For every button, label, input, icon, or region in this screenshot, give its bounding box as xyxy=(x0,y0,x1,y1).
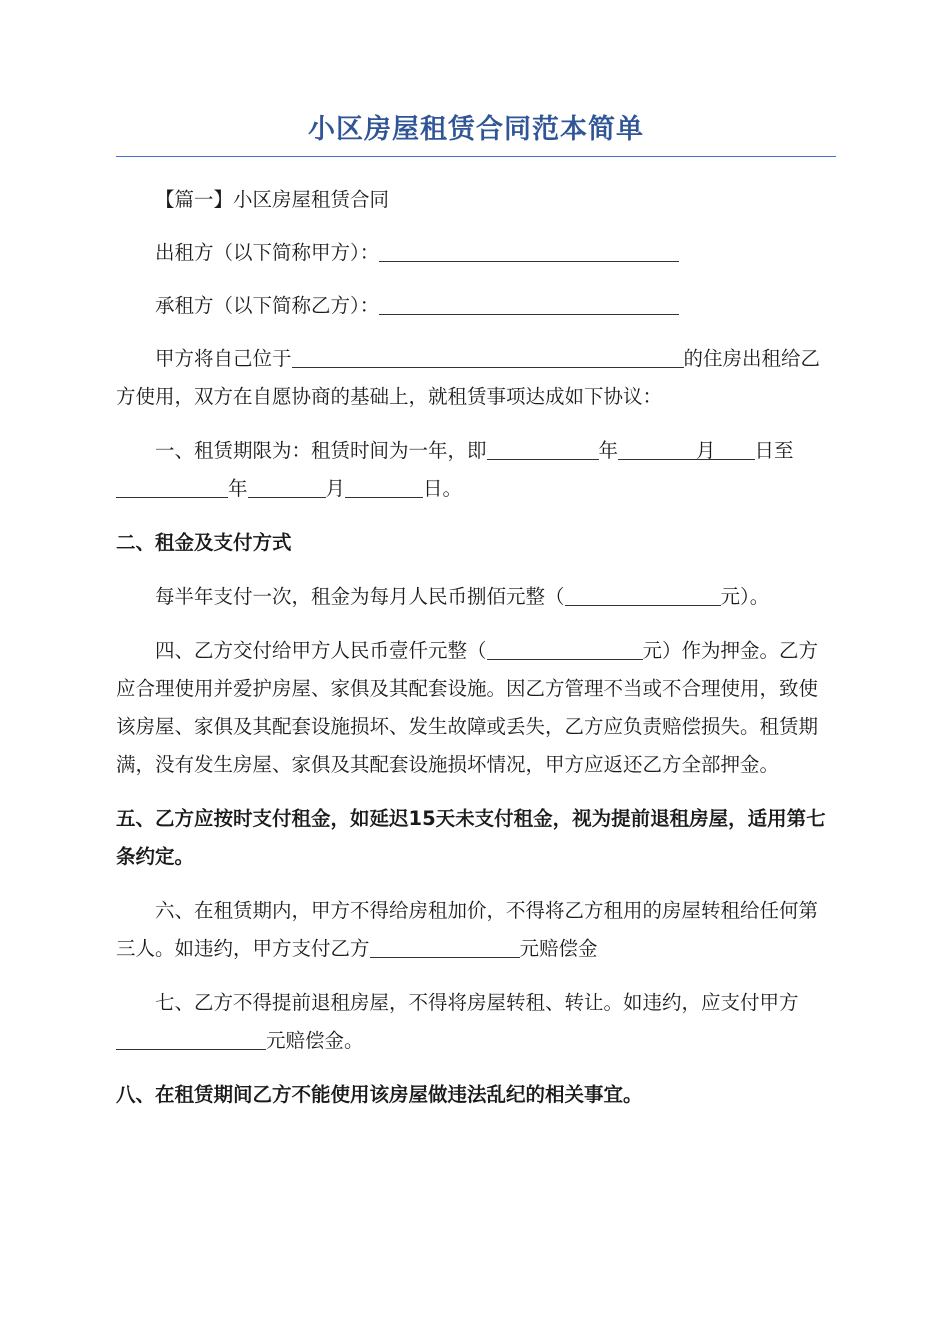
end-year-label: 年 xyxy=(228,477,248,500)
lessee-blank xyxy=(379,294,679,315)
rent-paragraph xyxy=(116,578,836,616)
clause-six-text-a: 六、在租赁期内，甲方不得给房租加价，不得将乙方租用的房屋转租给任何第三人。如违约，甲方支付乙方 xyxy=(116,899,819,960)
term-text: 一、租赁期限为：租赁时间为一年，即 xyxy=(155,439,487,462)
lessor-line xyxy=(116,234,836,272)
rent-text-a: 每半年支付一次，租金为每月人民币捌佰元整（ xyxy=(155,585,565,608)
rent-text-b: 元）。 xyxy=(720,585,770,608)
intro-text-a: 甲方将自己位于 xyxy=(155,347,292,370)
document-page xyxy=(116,110,836,1114)
end-month-blank xyxy=(248,477,326,498)
start-day-blank xyxy=(677,439,755,460)
lessor-blank xyxy=(379,241,679,262)
end-year-blank xyxy=(116,477,228,498)
deposit-paragraph xyxy=(116,632,836,784)
section-heading-8: 八、在租赁期间乙方不能使用该房屋做违法乱纪的相关事宜。 xyxy=(116,1083,643,1106)
term-paragraph xyxy=(116,432,836,508)
clause-seven-paragraph xyxy=(116,984,836,1060)
rent-amount-blank xyxy=(565,585,721,606)
section-heading-5: 五、乙方应按时支付租金，如延迟15天未支付租金，视为提前退租房屋，适用第七条约定。 xyxy=(116,807,826,868)
clause-seven-amount-blank xyxy=(116,1029,266,1050)
lessor-label: 出租方（以下简称甲方）： xyxy=(155,241,380,264)
day-to-label: 日至 xyxy=(754,439,794,462)
lessee-line xyxy=(116,287,836,325)
deposit-text-b: 元）作为押金。乙方应合理使用并爱护房屋、家俱及其配套设施。因乙方管理不当或不合理使用，致使该房屋、家俱及其配套设施损坏、发生故障或丢失，乙方应负责赔偿损失。租赁期满，没有发生房屋、家俱及其配套设施损坏情况，甲方应返还乙方全部押金。 xyxy=(116,639,819,776)
deposit-text-a: 四、乙方交付给甲方人民币壹仟元整（ xyxy=(155,639,487,662)
section-heading-part1: 【篇一】小区房屋租赁合同 xyxy=(155,188,390,211)
clause-seven-text-a: 七、乙方不得提前退租房屋，不得将房屋转租、转让。如违约，应支付甲方 xyxy=(155,991,799,1014)
address-blank xyxy=(292,347,684,368)
end-day-blank xyxy=(345,477,423,498)
intro-text-b: 的住房出租给乙方使用，双方在自愿协商的基础上，就租赁事项达成如下协议： xyxy=(116,347,821,408)
section-heading-2: 二、租金及支付方式 xyxy=(116,531,292,554)
deposit-amount-blank xyxy=(487,639,643,660)
start-year-blank xyxy=(487,439,599,460)
month-label: 月 xyxy=(696,439,716,462)
document-title: 小区房屋租赁合同范本简单 xyxy=(116,110,836,157)
clause-seven-text-b: 元赔偿金。 xyxy=(266,1029,364,1052)
end-day-label: 日。 xyxy=(423,477,463,500)
intro-paragraph xyxy=(116,340,836,416)
end-month-label: 月 xyxy=(325,477,346,500)
clause-six-paragraph xyxy=(116,892,836,968)
clause-six-text-b: 元赔偿金 xyxy=(519,937,598,960)
year-label: 年 xyxy=(598,439,619,462)
lessee-label: 承租方（以下简称乙方）： xyxy=(155,294,380,317)
clause-six-amount-blank xyxy=(370,937,520,958)
